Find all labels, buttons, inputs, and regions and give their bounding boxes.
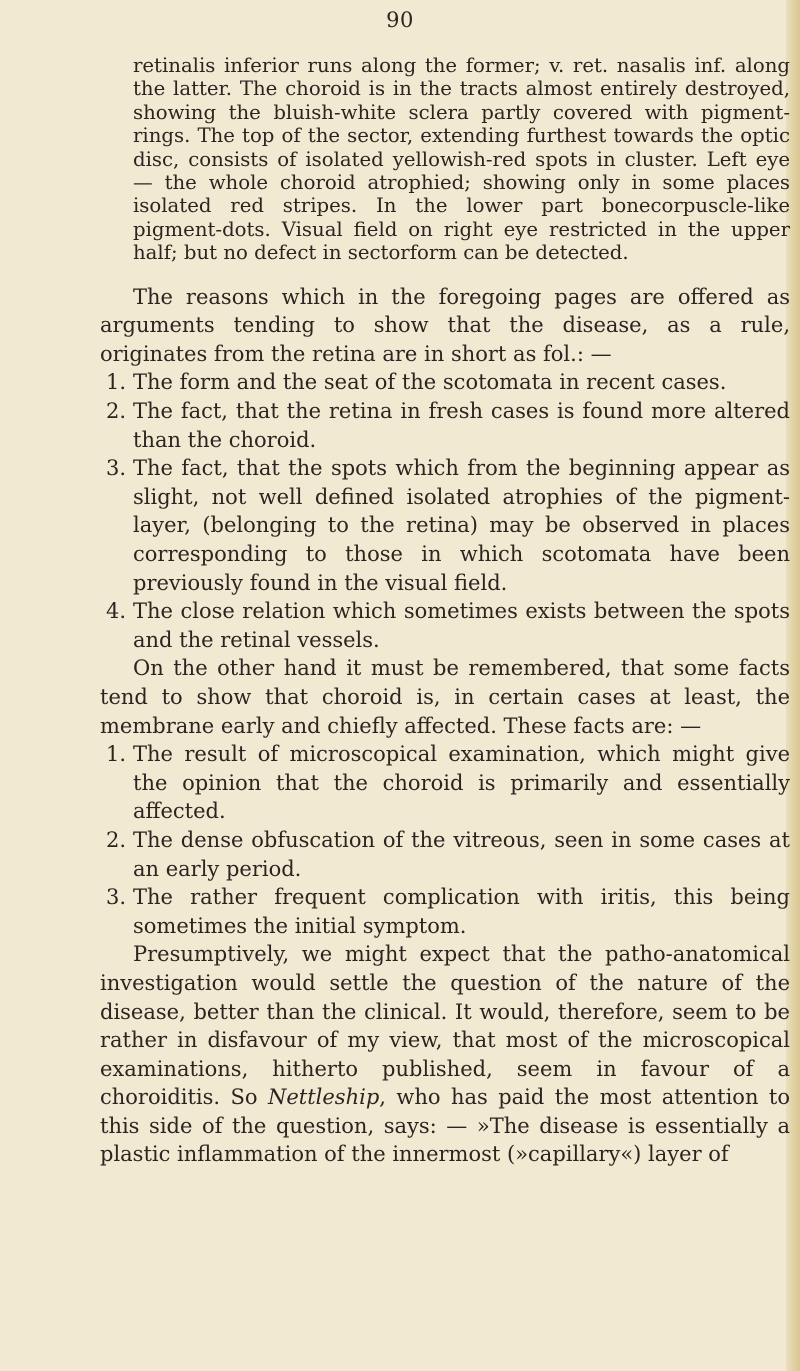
closing-text-end: , who has paid the most attention to this side of the question, says: — »The disease is essentially a plastic inflammation of the innermost (»capillary«) layer of [100, 1085, 790, 1167]
counter-intro-paragraph: On the other hand it must be remembered, that some facts tend to show that choroid is, in certain cases at least, the membrane early and chiefly affected. These facts are: — [100, 656, 790, 738]
closing-paragraph [100, 940, 790, 1169]
list-item [100, 740, 790, 826]
reasons-intro-paragraph: The reasons which in the foregoing pages are offered as arguments tending to show that the disease, as a rule, originates from the retina are in short as fol.: — [100, 284, 790, 366]
list-item [100, 883, 790, 940]
case-note-paragraph: retinalis inferior runs along the former; v. ret. nasalis inf. along the latter. The choroid is in the tracts almost entirely destroyed, showing the bluish-white sclera partly covered with pigment-rings. The top of the sector, extending furthest towards the optic disc, consists of isolated yellowish-red spots in cluster. Left eye — the whole choroid atrophied; showing only in some places isolated red stripes. In the lower part bonecorpuscle-like pigment-dots. Visual field on right eye restricted in the upper half; but no defect in sectorform can be detected. [133, 54, 790, 265]
list-item-text: The close relation which sometimes exists between the spots and the retinal vessels. [133, 599, 790, 652]
body-text [100, 283, 790, 1169]
list-item-number: 2. [106, 399, 127, 424]
list-item-text: The rather frequent complication with iritis, this being sometimes the initial symptom. [133, 885, 790, 938]
page-text [100, 54, 790, 1169]
list-item [100, 368, 790, 397]
list-item [100, 597, 790, 654]
page-number: 90 [386, 8, 414, 32]
author-name: Nettleship [267, 1085, 380, 1110]
list-item-text: The dense obfuscation of the vitreous, seen in some cases at an early period. [133, 827, 790, 881]
list-item-number: 4. [106, 599, 127, 624]
list-item-number: 2. [106, 827, 127, 852]
list-item [100, 454, 790, 597]
counter-facts-list [100, 740, 790, 940]
list-item-number: 3. [106, 885, 127, 910]
list-item [100, 826, 790, 883]
list-item-number: 1. [106, 742, 127, 767]
list-item-text: The form and the seat of the scotomata in recent cases. [133, 370, 727, 395]
closing-text-start: Presumptively, we might expect that the patho-anatomical investigation would settle the question of the nature of the disease, better than the clinical. It would, therefore, seem to be rather in disfavour of my view, that most of the microscopical examinations, hitherto published, seem in favour of a choroiditis. So [100, 942, 790, 1110]
list-item [100, 397, 790, 454]
reasons-list [100, 368, 790, 654]
list-item-text: The result of microscopical examination, which might give the opinion that the choroid is primarily and essentially affected. [133, 742, 790, 824]
list-item-number: 3. [106, 456, 127, 481]
list-item-number: 1. [106, 370, 127, 395]
list-item-text: The fact, that the retina in fresh cases is found more altered than the choroid. [133, 399, 790, 452]
list-item-text: The fact, that the spots which from the beginning appear as slight, not well defined isolated atrophies of the pigment-layer, (belonging to the retina) may be observed in places corresponding to those in which scotomata have been previously found in the visual field. [133, 456, 790, 595]
